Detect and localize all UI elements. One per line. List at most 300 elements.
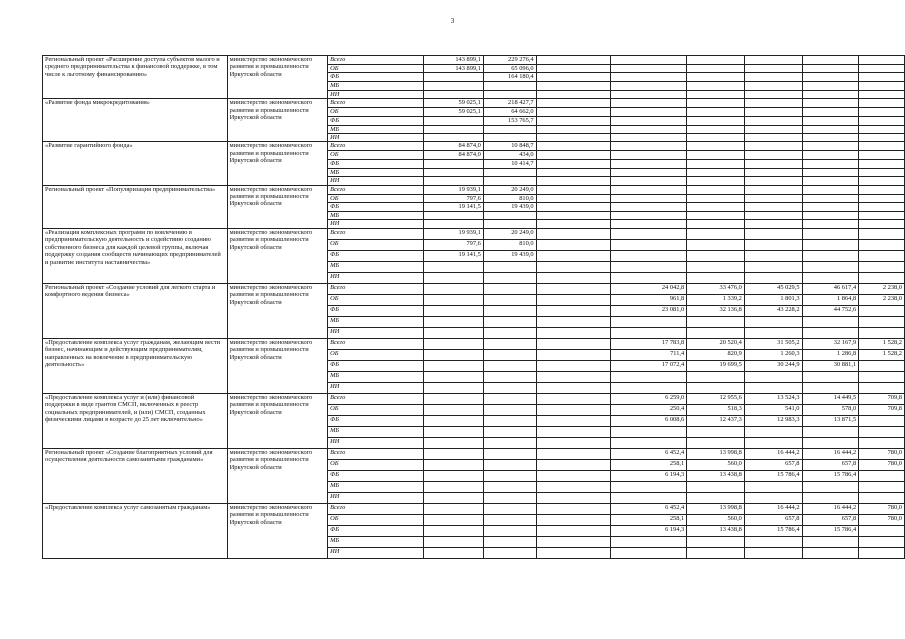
value-cell [483,168,536,176]
value-cell [424,437,484,448]
project-name-cell: «Предоставление комплекса услуг самозанятым гражданам» [43,503,228,558]
value-cell [687,65,745,73]
value-cell [802,65,859,73]
value-cell [424,159,484,168]
value-cell [483,426,536,437]
value-cell [744,371,802,382]
value-cell [536,349,610,360]
value-cell [744,203,802,212]
value-cell: 17 072,4 [610,360,686,371]
value-cell [744,212,802,220]
funding-source-cell: ИИ [328,272,424,283]
value-cell [687,212,745,220]
value-cell [802,382,859,393]
funding-source-cell: ФБ [328,159,424,168]
value-cell [536,142,610,151]
value-cell [802,220,859,228]
value-cell [859,151,905,159]
table-row [43,338,905,349]
value-cell [859,142,905,151]
value-cell: 6 452,4 [610,448,686,459]
value-cell [536,503,610,514]
value-cell [610,134,686,142]
value-cell: 16 444,2 [744,448,802,459]
value-cell: 13 438,8 [687,525,745,536]
value-cell [859,212,905,220]
table-row [43,283,905,294]
funding-source-cell: МБ [328,481,424,492]
funding-source-cell: МБ [328,212,424,220]
funding-source-cell: МБ [328,536,424,547]
value-cell [536,116,610,125]
responsible-cell: министерство экономического развития и промышленности Иркутской области [227,338,327,393]
value-cell [744,159,802,168]
value-cell: 164 180,4 [483,73,536,82]
value-cell [610,382,686,393]
value-cell [687,316,745,327]
funding-source-cell: ИИ [328,327,424,338]
value-cell [859,73,905,82]
value-cell [424,305,484,316]
value-cell [483,294,536,305]
funding-source-cell: МБ [328,168,424,176]
value-cell [424,459,484,470]
value-cell [859,194,905,202]
value-cell [802,272,859,283]
funding-source-cell: МБ [328,125,424,133]
value-cell [483,470,536,481]
value-cell [483,220,536,228]
value-cell: 16 444,2 [802,448,859,459]
value-cell: 13 438,8 [687,470,745,481]
value-cell [687,134,745,142]
responsible-cell: министерство экономического развития и промышленности Иркутской области [227,503,327,558]
value-cell [744,177,802,185]
value-cell [610,272,686,283]
funding-source-cell: Всего [328,56,424,65]
value-cell [483,316,536,327]
value-cell [424,448,484,459]
value-cell: 797,6 [424,194,484,202]
value-cell: 560,0 [687,514,745,525]
value-cell [536,470,610,481]
value-cell [424,134,484,142]
value-cell: 780,0 [859,514,905,525]
value-cell: 578,0 [802,404,859,415]
value-cell [483,338,536,349]
value-cell [802,371,859,382]
value-cell [610,65,686,73]
value-cell [610,426,686,437]
value-cell [802,90,859,98]
value-cell [536,203,610,212]
funding-source-cell: МБ [328,371,424,382]
value-cell [687,125,745,133]
funding-source-cell: ОБ [328,514,424,525]
value-cell [610,212,686,220]
project-name-cell: «Реализация комплексных программ по вовлечению в предпринимательскую деятельность и содействию созданию собственного бизнеса для каждой целевой группы, включая поддержку создания сообществ начинающих предпринимателей и развитие института наставничества» [43,228,228,283]
value-cell: 12 983,3 [744,415,802,426]
value-cell: 19 439,0 [483,203,536,212]
value-cell [610,82,686,90]
value-cell: 2 238,0 [859,294,905,305]
value-cell [610,327,686,338]
value-cell [536,151,610,159]
value-cell: 6 008,6 [610,415,686,426]
value-cell [610,239,686,250]
value-cell: 32 136,8 [687,305,745,316]
value-cell [802,56,859,65]
table-row [43,503,905,514]
value-cell: 32 167,9 [802,338,859,349]
value-cell: 84 874,0 [424,142,484,151]
value-cell [610,228,686,239]
value-cell [802,481,859,492]
value-cell [610,316,686,327]
value-cell: 143 899,1 [424,65,484,73]
value-cell [744,481,802,492]
value-cell [610,185,686,194]
funding-source-cell: ФБ [328,470,424,481]
value-cell [859,159,905,168]
value-cell [859,371,905,382]
funding-source-cell: МБ [328,261,424,272]
value-cell: 13 998,8 [687,503,745,514]
value-cell [483,305,536,316]
value-cell [744,492,802,503]
value-cell [483,514,536,525]
value-cell: 45 029,5 [744,283,802,294]
value-cell: 64 662,0 [483,108,536,116]
value-cell [483,349,536,360]
value-cell [610,250,686,261]
funding-source-cell: ИИ [328,547,424,558]
responsible-cell: министерство экономического развития и промышленности Иркутской области [227,228,327,283]
value-cell [536,448,610,459]
value-cell [687,371,745,382]
project-name-cell: «Развитие гарантийного фонда» [43,142,228,185]
value-cell: 657,8 [744,459,802,470]
value-cell [687,492,745,503]
value-cell: 143 899,1 [424,56,484,65]
value-cell [536,250,610,261]
value-cell [483,448,536,459]
value-cell [536,404,610,415]
value-cell [802,125,859,133]
value-cell [536,90,610,98]
value-cell [687,159,745,168]
value-cell [536,261,610,272]
value-cell: 19 141,5 [424,203,484,212]
value-cell [859,261,905,272]
table-row [43,142,905,151]
value-cell [859,525,905,536]
value-cell [424,220,484,228]
value-cell [802,212,859,220]
value-cell [687,228,745,239]
value-cell [744,194,802,202]
value-cell [859,90,905,98]
value-cell [687,90,745,98]
value-cell [483,82,536,90]
value-cell [536,360,610,371]
value-cell [859,305,905,316]
value-cell [859,228,905,239]
value-cell [536,82,610,90]
value-cell [744,228,802,239]
funding-source-cell: Всего [328,448,424,459]
value-cell: 19 939,1 [424,185,484,194]
funding-source-cell: Всего [328,185,424,194]
value-cell [424,327,484,338]
value-cell [483,481,536,492]
value-cell [802,239,859,250]
value-cell [687,272,745,283]
value-cell [802,177,859,185]
funding-source-cell: ОБ [328,65,424,73]
value-cell [859,316,905,327]
value-cell [859,125,905,133]
value-cell [859,203,905,212]
value-cell [687,239,745,250]
value-cell [424,125,484,133]
value-cell [687,56,745,65]
value-cell [802,261,859,272]
value-cell [610,220,686,228]
value-cell: 229 276,4 [483,56,536,65]
value-cell: 6 194,3 [610,470,686,481]
value-cell [859,437,905,448]
value-cell: 541,0 [744,404,802,415]
value-cell: 24 042,8 [610,283,686,294]
value-cell [859,134,905,142]
value-cell: 16 444,2 [802,503,859,514]
value-cell [610,151,686,159]
value-cell: 44 752,6 [802,305,859,316]
value-cell [802,99,859,108]
funding-source-cell: МБ [328,426,424,437]
value-cell [424,514,484,525]
value-cell [424,415,484,426]
value-cell [859,185,905,194]
value-cell [536,125,610,133]
value-cell [536,327,610,338]
value-cell: 810,0 [483,239,536,250]
value-cell: 59 025,1 [424,99,484,108]
value-cell [687,536,745,547]
value-cell [744,220,802,228]
value-cell [687,220,745,228]
value-cell: 20 249,0 [483,228,536,239]
funding-source-cell: Всего [328,283,424,294]
responsible-cell: министерство экономического развития и промышленности Иркутской области [227,185,327,228]
funding-source-cell: ОБ [328,349,424,360]
value-cell: 780,0 [859,459,905,470]
value-cell [536,159,610,168]
value-cell [610,547,686,558]
value-cell: 709,8 [859,404,905,415]
value-cell: 13 871,5 [802,415,859,426]
value-cell [610,536,686,547]
value-cell [687,261,745,272]
value-cell: 258,1 [610,459,686,470]
value-cell [536,239,610,250]
value-cell: 59 025,1 [424,108,484,116]
value-cell [859,382,905,393]
value-cell [744,73,802,82]
value-cell [744,437,802,448]
value-cell [687,82,745,90]
value-cell: 15 786,4 [744,525,802,536]
project-name-cell: «Предоставление комплекса услуг и (или) финансовой поддержки в виде грантов СМСП, включенных в реестр социальных предпринимателей, и (или) СМСП, созданных физическими лицами в возрасте до 25 лет включительно» [43,393,228,448]
value-cell [424,503,484,514]
value-cell: 258,1 [610,514,686,525]
value-cell: 12 437,3 [687,415,745,426]
value-cell [744,239,802,250]
value-cell: 17 783,8 [610,338,686,349]
responsible-cell: министерство экономического развития и промышленности Иркутской области [227,448,327,503]
value-cell: 518,3 [687,404,745,415]
value-cell [802,492,859,503]
value-cell [859,99,905,108]
value-cell [802,426,859,437]
value-cell [687,151,745,159]
value-cell [536,177,610,185]
value-cell [802,151,859,159]
value-cell [536,108,610,116]
value-cell [536,492,610,503]
value-cell [536,99,610,108]
funding-source-cell: ИИ [328,220,424,228]
value-cell [859,492,905,503]
value-cell: 19 699,5 [687,360,745,371]
value-cell [536,525,610,536]
value-cell: 6 259,0 [610,393,686,404]
value-cell [483,437,536,448]
value-cell [687,203,745,212]
value-cell [483,177,536,185]
value-cell [483,404,536,415]
value-cell: 46 617,4 [802,283,859,294]
value-cell: 31 505,2 [744,338,802,349]
responsible-cell: министерство экономического развития и промышленности Иркутской области [227,283,327,338]
value-cell: 6 452,4 [610,503,686,514]
value-cell [536,415,610,426]
value-cell [536,371,610,382]
value-cell [687,185,745,194]
value-cell [424,338,484,349]
value-cell: 709,8 [859,393,905,404]
value-cell [744,82,802,90]
value-cell: 14 449,5 [802,393,859,404]
value-cell [424,481,484,492]
funding-source-cell: Всего [328,393,424,404]
value-cell: 657,8 [744,514,802,525]
value-cell [744,108,802,116]
value-cell: 780,0 [859,448,905,459]
value-cell [744,151,802,159]
value-cell [424,82,484,90]
value-cell [802,159,859,168]
funding-source-cell: ФБ [328,250,424,261]
value-cell: 23 081,0 [610,305,686,316]
value-cell: 43 228,2 [744,305,802,316]
value-cell [744,142,802,151]
value-cell [859,65,905,73]
funding-source-cell: ИИ [328,492,424,503]
value-cell [483,503,536,514]
value-cell [610,56,686,65]
value-cell [859,239,905,250]
value-cell [744,250,802,261]
value-cell [536,283,610,294]
value-cell: 1 528,2 [859,338,905,349]
value-cell: 15 786,4 [802,525,859,536]
funding-source-cell: МБ [328,316,424,327]
funding-source-cell: ФБ [328,525,424,536]
value-cell [802,82,859,90]
value-cell [802,203,859,212]
value-cell [859,177,905,185]
value-cell [802,108,859,116]
value-cell [610,194,686,202]
value-cell [859,426,905,437]
value-cell [424,272,484,283]
value-cell [483,393,536,404]
value-cell [744,547,802,558]
value-cell [610,481,686,492]
project-name-cell: «Предоставление комплекса услуг гражданам, желающим вести бизнес, начинающим и действующим предпринимателям, направленных на вовлечение в предпринимательскую деятельность» [43,338,228,393]
value-cell [802,536,859,547]
value-cell [610,159,686,168]
value-cell [424,547,484,558]
value-cell [424,294,484,305]
value-cell [483,492,536,503]
value-cell [610,437,686,448]
value-cell [859,415,905,426]
value-cell [802,250,859,261]
value-cell [610,99,686,108]
table-row [43,393,905,404]
table-row [43,185,905,194]
value-cell [687,250,745,261]
value-cell [744,316,802,327]
value-cell [859,250,905,261]
funding-source-cell: ОБ [328,108,424,116]
value-cell: 30 244,9 [744,360,802,371]
value-cell [483,415,536,426]
value-cell: 961,8 [610,294,686,305]
value-cell [744,261,802,272]
value-cell [536,56,610,65]
value-cell [536,228,610,239]
table-row [43,56,905,65]
value-cell [859,547,905,558]
value-cell [483,212,536,220]
value-cell [802,437,859,448]
value-cell [744,168,802,176]
funding-source-cell: ИИ [328,134,424,142]
value-cell: 19 141,5 [424,250,484,261]
value-cell [687,177,745,185]
value-cell [687,382,745,393]
value-cell [744,56,802,65]
value-cell: 560,0 [687,459,745,470]
value-cell [424,168,484,176]
value-cell [483,371,536,382]
value-cell [859,116,905,125]
value-cell [802,316,859,327]
